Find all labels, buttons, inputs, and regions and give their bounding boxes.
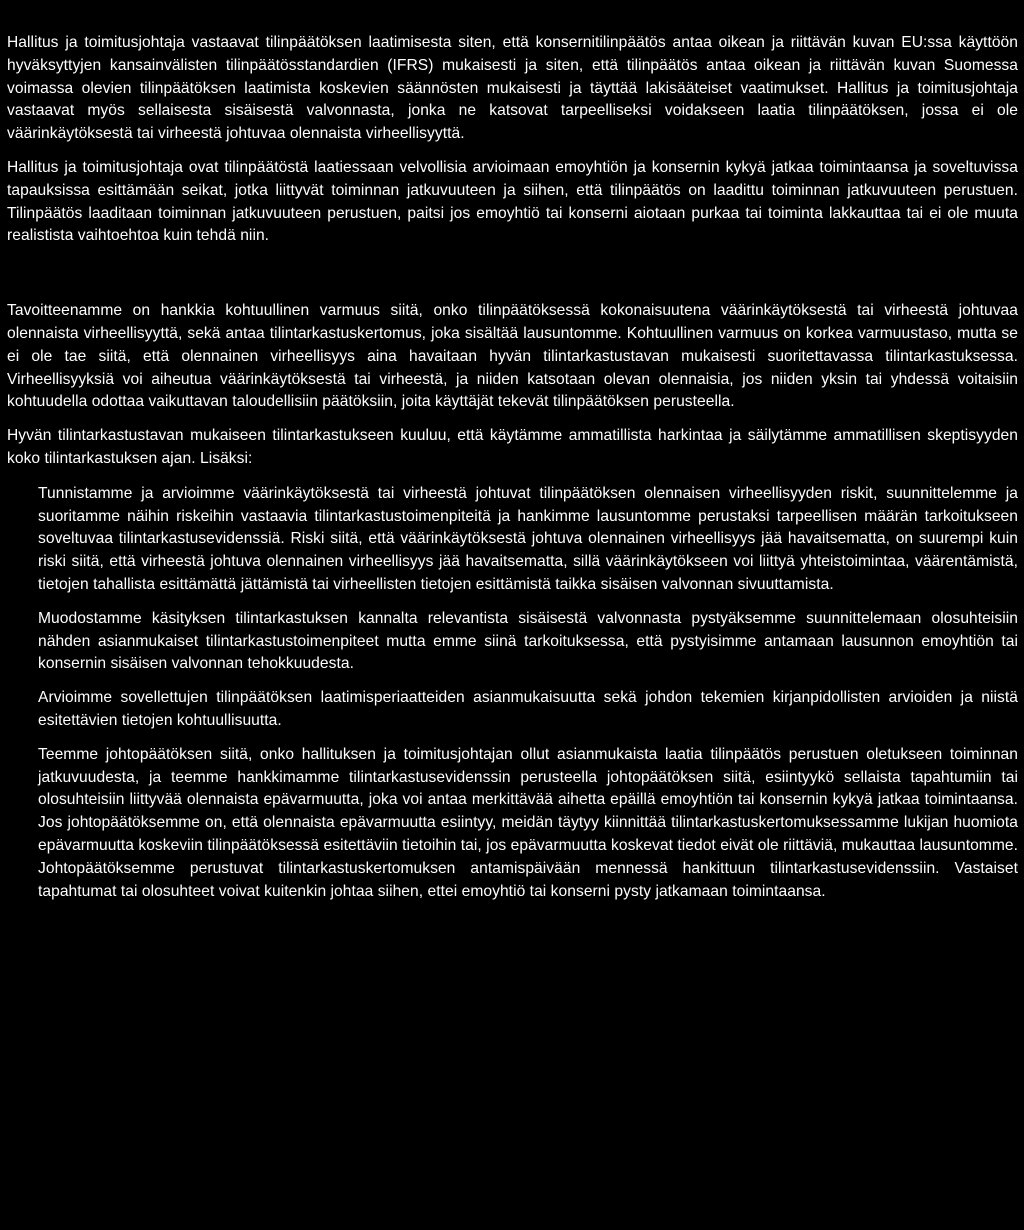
audit-procedures-list [7,483,1018,904]
paragraph-professional-judgement: Hyvän tilintarkastustavan mukaiseen tilintarkastukseen kuuluu, että käytämme ammatillista harkintaa ja säilytämme ammatillisen skeptisyyden koko tilintarkastuksen ajan. Lisäksi: [7,427,1018,467]
list-item: Teemme johtopäätöksen siitä, onko hallituksen ja toimitusjohtajan ollut asianmukaista laatia tilinpäätös perustuen oletukseen toiminnan jatkuvuudesta, ja teemme hankkimamme tilintarkastusevidenssin perusteella johtopäätöksen siitä, esiintyykö sellaista tapahtumiin tai olosuhteisiin liittyvää olennaista epävarmuutta, joka voi antaa merkittävää aihetta epäillä emoyhtiön tai konsernin kykyä jatkaa toimintaansa. Jos johtopäätöksemme on, että olennaista epävarmuutta esiintyy, meidän täytyy kiinnittää tilintarkastuskertomuksessamme lukijan huomiota epävarmuutta koskeviin tilinpäätöksessä esitettäviin tietoihin tai, jos epävarmuutta koskevat tiedot eivät ole riittäviä, mukauttaa lausuntomme. Johtopäätöksemme perustuvat tilintarkastuskertomuksen antamispäivään mennessä hankittuun tilintarkastusevidenssiin. Vastaiset tapahtumat tai olosuhteet voivat kuitenkin johtaa siihen, ettei emoyhtiö tai konserni pysty jatkamaan toimintaansa. [38,745,1018,900]
list-item: Muodostamme käsityksen tilintarkastuksen kannalta relevantista sisäisestä valvonnasta pystyäksemme suunnittelemaan olosuhteisiin nähden asianmukaiset tilintarkastustoimenpiteet mutta emme siinä tarkoituksessa, että pystyisimme antamaan lausunnon emoyhtiön tai konsernin sisäisen valvonnan tehokkuudesta. [38,609,1018,673]
auditor-responsibilities-section [7,300,1018,903]
paragraph-board-responsibility: Hallitus ja toimitusjohtaja vastaavat tilinpäätöksen laatimisesta siten, että konsernitilinpäätös antaa oikean ja riittävän kuvan EU:ssa käyttöön hyväksyttyjen kansainvälisten tilinpäätösstandardien (IFRS) mukaisesti ja siten, että tilinpäätös antaa oikean ja riittävän kuvan Suomessa voimassa olevien tilinpäätöksen laatimista koskevien säännösten mukaisesti ja täyttää lakisääteiset vaatimukset. Hallitus ja toimitusjohtaja vastaavat myös sellaisesta sisäisestä valvonnasta, jonka ne katsovat tarpeelliseksi voidakseen laatia tilinpäätöksen, jossa ei ole väärinkäytöksestä tai virheestä johtuvaa olennaista virheellisyyttä. [7,34,1018,143]
responsibilities-section [7,32,1018,248]
list-item: Tunnistamme ja arvioimme väärinkäytöksestä tai virheestä johtuvat tilinpäätöksen olennaisen virheellisyyden riskit, suunnittelemme ja suoritamme näihin riskeihin vastaavia tilintarkastustoimenpiteitä ja hankimme lausuntomme perustaksi tarpeellisen määrän tarkoitukseen soveltuvaa tilintarkastusevidenssiä. Riski siitä, että väärinkäytöksestä johtuva olennainen virheellisyys jää havaitsematta, on suurempi kuin riski siitä, että virheestä johtuva olennainen virheellisyys jää havaitsematta, sillä väärinkäytökseen voi liittyä yhteistoimintaa, väärentämistä, tietojen tahallista esittämättä jättämistä tai virheellisten tietojen esittämistä taikka sisäisen valvonnan sivuuttamista. [38,484,1018,593]
paragraph-audit-objective: Tavoitteenamme on hankkia kohtuullinen varmuus siitä, onko tilinpäätöksessä kokonaisuutena väärinkäytöksestä tai virheestä johtuvaa olennaista virheellisyyttä, sekä antaa tilintarkastuskertomus, joka sisältää lausuntomme. Kohtuullinen varmuus on korkea varmuustaso, mutta se ei ole tae siitä, että olennainen virheellisyys aina havaitaan hyvän tilintarkastustavan mukaisesti suoritettavassa tilintarkastuksessa. Virheellisyyksiä voi aiheutua väärinkäytöksestä tai virheestä, ja niiden katsotaan olevan olennaisia, jos niiden yksin tai yhdessä voitaisiin kohtuudella odottaa vaikuttavan taloudellisiin päätöksiin, joita käyttäjät tekevät tilinpäätöksen perusteella. [7,302,1018,411]
paragraph-going-concern: Hallitus ja toimitusjohtaja ovat tilinpäätöstä laatiessaan velvollisia arvioimaan emoyhtiön ja konsernin kykyä jatkaa toimintaansa ja soveltuvissa tapauksissa esittämään seikat, jotka liittyvät toiminnan jatkuvuuteen ja siihen, että tilinpäätös on laadittu toiminnan jatkuvuuteen perustuen. Tilinpäätös laaditaan toiminnan jatkuvuuteen perustuen, paitsi jos emoyhtiö tai konserni aiotaan purkaa tai toiminta lakkauttaa tai ei ole muuta realistista vaihtoehtoa kuin tehdä niin. [7,158,1018,245]
list-item: Arvioimme sovellettujen tilinpäätöksen laatimisperiaatteiden asianmukaisuutta sekä johdon tekemien kirjanpidollisten arvioiden ja niistä esitettävien tietojen kohtuullisuutta. [38,689,1018,729]
